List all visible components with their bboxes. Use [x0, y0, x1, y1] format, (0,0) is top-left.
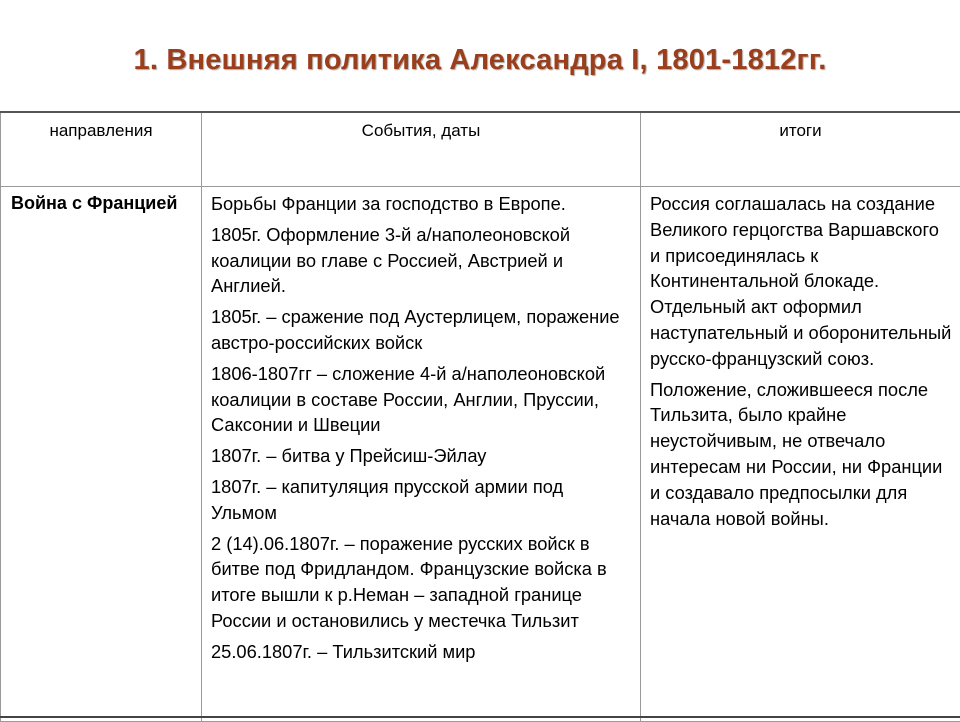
header-events: События, даты	[202, 112, 641, 187]
header-results: итоги	[641, 112, 960, 187]
page-title: 1. Внешняя политика Александра I, 1801-1812гг.	[0, 44, 960, 77]
table-header-row	[1, 112, 960, 187]
result-item: Положение, сложившееся после Тильзита, было крайне неустойчивым, не отвечало интересам ни России, ни Франции и создавало предпосылки для начала новой войны.	[650, 377, 954, 532]
results-cell	[641, 187, 960, 722]
direction-cell: Война с Францией	[1, 187, 202, 722]
event-item: Борьбы Франции за господство в Европе.	[211, 191, 634, 217]
event-item: 2 (14).06.1807г. – поражение русских войск в битве под Фридландом. Французские войска в итоге вышли к р.Неман – западной границе России и остановились у местечка Тильзит	[211, 531, 634, 634]
table-bottom-border	[0, 716, 960, 718]
table-row	[1, 187, 960, 722]
header-directions: направления	[1, 112, 202, 187]
events-cell	[202, 187, 641, 722]
event-item: 1805г. Оформление 3-й а/наполеоновской коалиции во главе с Россией, Австрией и Англией.	[211, 222, 634, 299]
result-item: Россия соглашалась на создание Великого герцогства Варшавского и присоединялась к Континентальной блокаде. Отдельный акт оформил наступательный и оборонительный русско-французский союз.	[650, 191, 954, 372]
policy-table	[0, 111, 960, 722]
event-item: 1806-1807гг – сложение 4-й а/наполеоновской коалиции в составе России, Англии, Пруссии, Саксонии и Швеции	[211, 361, 634, 438]
event-item: 1805г. – сражение под Аустерлицем, поражение австро-российских войск	[211, 304, 634, 356]
event-item: 25.06.1807г. – Тильзитский мир	[211, 639, 634, 665]
event-item: 1807г. – капитуляция прусской армии под Ульмом	[211, 474, 634, 526]
event-item: 1807г. – битва у Прейсиш-Эйлау	[211, 443, 634, 469]
